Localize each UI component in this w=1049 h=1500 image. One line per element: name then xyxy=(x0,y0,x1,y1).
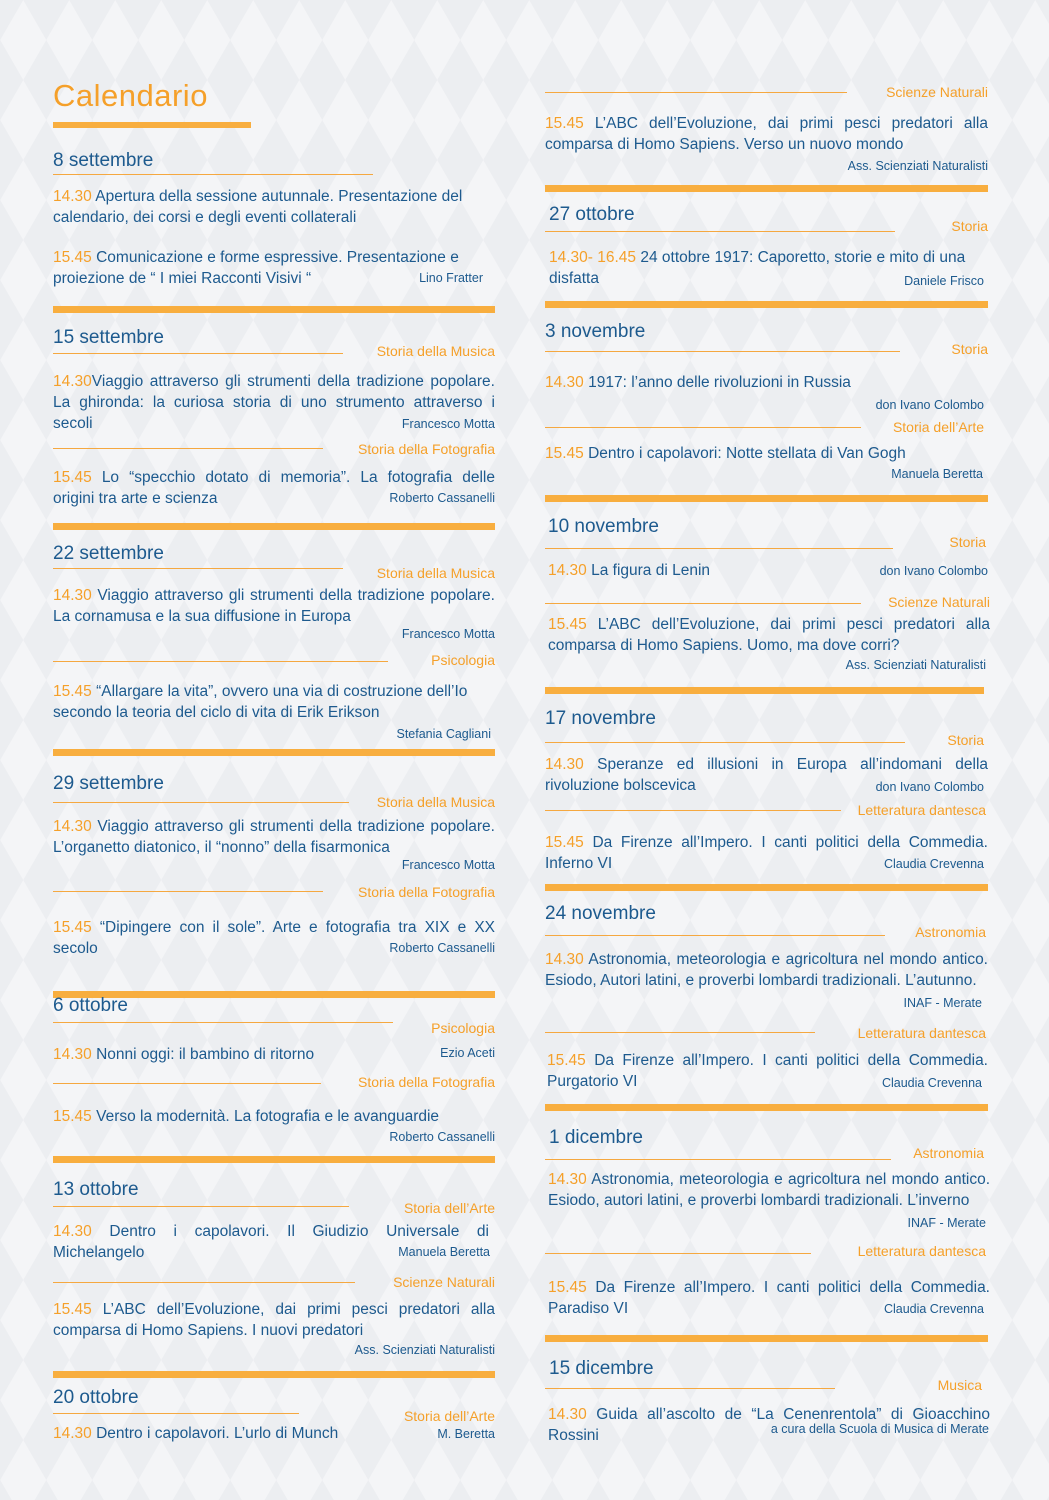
event xyxy=(545,247,988,289)
day-separator xyxy=(53,1371,495,1378)
day-separator xyxy=(545,884,988,891)
day-separator xyxy=(545,1104,988,1111)
day-block xyxy=(545,1358,991,1448)
event xyxy=(545,949,988,1010)
event-speaker: don Ivano Colombo xyxy=(875,398,984,412)
day-block xyxy=(53,1387,495,1457)
event-text: Viaggio attraverso gli strumenti della tradizione popolare. La cornamusa e la sua diffusione in Europa xyxy=(53,587,495,625)
day-separator xyxy=(545,495,988,502)
event xyxy=(53,1423,495,1444)
event-time: 14.30 xyxy=(53,587,92,604)
day-separator xyxy=(53,749,495,756)
date-underline xyxy=(545,1388,835,1389)
title-underline xyxy=(53,122,251,128)
event xyxy=(545,372,988,412)
event-time: 14.30- 16.45 xyxy=(549,249,637,266)
event-text: Da Firenze all’Impero. I canti politici della Commedia. Paradiso VI xyxy=(548,1279,990,1317)
event-category: Scienze Naturali xyxy=(886,84,988,100)
event-speaker: Claudia Crevenna xyxy=(883,1302,984,1316)
event-speaker: Francesco Motta xyxy=(401,627,495,641)
event-divider xyxy=(545,427,861,428)
event-divider xyxy=(53,1282,355,1283)
event-time: 15.45 xyxy=(53,1301,92,1318)
event xyxy=(53,816,495,872)
event xyxy=(53,917,495,959)
event xyxy=(545,560,988,581)
event-speaker: Francesco Motta xyxy=(401,417,495,431)
event-text: Dentro i capolavori. Il Giudizio Universale di Michelangelo xyxy=(53,1223,489,1261)
event-text: “Allargare la vita”, ovvero una via di costruzione dell’Io secondo la teoria del ciclo di vita di Erik Erikson xyxy=(53,683,468,721)
event-speaker: Francesco Motta xyxy=(401,858,495,872)
event-speaker: Roberto Cassanelli xyxy=(389,941,495,955)
event-category: Storia della Musica xyxy=(376,343,495,359)
event-speaker: Daniele Frisco xyxy=(904,274,984,288)
event-divider xyxy=(53,891,323,892)
day-separator xyxy=(53,1156,495,1163)
event-time: 15.45 xyxy=(53,919,92,936)
day-date: 8 settembre xyxy=(53,150,154,171)
event xyxy=(545,1277,988,1319)
day-block xyxy=(53,543,495,758)
event-category: Storia dell’Arte xyxy=(892,419,984,435)
event-category: Storia della Fotografia xyxy=(358,441,495,457)
date-underline xyxy=(53,1413,299,1414)
event-speaker: INAF - Merate xyxy=(907,1216,986,1230)
day-separator xyxy=(545,185,988,192)
event-speaker: Stefania Cagliani xyxy=(396,727,491,741)
event-time: 15.45 xyxy=(53,1108,92,1125)
day-block xyxy=(545,516,988,696)
event-speaker: Ass. Scienziati Naturalisti xyxy=(847,159,988,173)
day-separator xyxy=(53,306,495,313)
event-time: 15.45 xyxy=(547,1052,586,1069)
day-date: 15 dicembre xyxy=(549,1358,654,1379)
event xyxy=(53,1044,495,1065)
event xyxy=(545,614,990,672)
day-block xyxy=(545,204,988,314)
date-underline xyxy=(53,802,349,803)
event-speaker: Manuela Beretta xyxy=(891,467,983,481)
event-text: “Dipingere con il sole”. Arte e fotografia tra XIX e XX secolo xyxy=(53,919,495,957)
event-time: 14.30 xyxy=(545,951,584,968)
event-time: 14.30 xyxy=(53,1223,92,1240)
event-speaker: Claudia Crevenna xyxy=(881,1076,982,1090)
event-divider xyxy=(53,448,323,449)
event-speaker: INAF - Merate xyxy=(903,996,982,1010)
event-divider xyxy=(545,1032,815,1033)
event-time: 15.45 xyxy=(53,469,92,486)
event-text: 1917: l’anno delle rivoluzioni in Russia xyxy=(588,374,851,391)
event-category: Storia della Fotografia xyxy=(358,884,495,900)
event-category: Storia della Fotografia xyxy=(358,1074,495,1090)
event-category: Scienze Naturali xyxy=(888,594,990,610)
date-underline xyxy=(545,351,900,352)
day-date: 22 settembre xyxy=(53,543,164,564)
event-divider xyxy=(545,92,847,93)
event-time: 15.45 xyxy=(545,834,584,851)
event-category: Psicologia xyxy=(431,652,495,668)
event-text: Dentro i capolavori: Notte stellata di Van Gogh xyxy=(588,445,906,462)
date-underline xyxy=(53,174,373,175)
event-text: L’ABC dell’Evoluzione, dai primi pesci predatori alla comparsa di Homo Sapiens. Uomo, ma dove corri? xyxy=(548,616,990,654)
event xyxy=(545,1169,990,1230)
day-separator xyxy=(545,301,988,308)
event-text: La figura di Lenin xyxy=(591,562,711,579)
date-underline xyxy=(53,568,343,569)
event-text: Verso la modernità. La fotografia e le avanguardie xyxy=(96,1108,440,1125)
date-underline xyxy=(545,231,895,232)
event-category: Storia della Musica xyxy=(376,565,495,581)
event-speaker: Ass. Scienziati Naturalisti xyxy=(845,658,986,672)
event-time: 15.45 xyxy=(545,115,584,132)
event-time: 14.30 xyxy=(548,1406,587,1423)
event-category: Scienze Naturali xyxy=(393,1274,495,1290)
event-speaker: don Ivano Colombo xyxy=(875,780,984,794)
event-speaker: Ezio Aceti xyxy=(440,1046,495,1060)
event xyxy=(545,832,988,874)
event-text: Speranze ed illusioni in Europa all’indomani della rivoluzione bolscevica xyxy=(545,756,989,794)
event-category: Storia dell’Arte xyxy=(403,1200,495,1216)
event-time: 14.30 xyxy=(545,374,584,391)
event-time: 15.45 xyxy=(53,249,92,266)
date-underline xyxy=(53,1022,393,1023)
event-text: 24 ottobre 1917: Caporetto, storie e mito di una disfatta xyxy=(549,249,966,287)
day-date: 6 ottobre xyxy=(53,995,128,1016)
event xyxy=(545,1404,991,1446)
day-date: 24 novembre xyxy=(545,903,656,924)
event-text: Dentro i capolavori. L’urlo di Munch xyxy=(96,1425,339,1442)
date-underline xyxy=(545,742,905,743)
event-category: Astronomia xyxy=(913,1145,984,1161)
event-speaker: Roberto Cassanelli xyxy=(389,491,495,505)
event-text: Viaggio attraverso gli strumenti della tradizione popolare. L’organetto diatonico, il “nonno” della fisarmonica xyxy=(53,818,495,856)
day-date: 17 novembre xyxy=(545,708,656,729)
event-category: Storia xyxy=(949,534,986,550)
event-text: Viaggio attraverso gli strumenti della tradizione popolare. La ghironda: la curiosa storia di uno strumento attraverso i secoli xyxy=(53,373,495,432)
event-category: Storia xyxy=(947,732,984,748)
event-time: 15.45 xyxy=(548,1279,587,1296)
day-block xyxy=(53,995,495,1165)
day-date: 15 settembre xyxy=(53,327,164,348)
event-text: L’ABC dell’Evoluzione, dai primi pesci predatori alla comparsa di Homo Sapiens. I nuovi predatori xyxy=(53,1301,495,1339)
day-block xyxy=(545,321,988,506)
event-category: Musica xyxy=(937,1377,982,1393)
event xyxy=(545,1050,988,1092)
event-text: Astronomia, meteorologia e agricoltura nel mondo antico. Esiodo, autori latini, e proverbi lombardi tradizionali. L’inverno xyxy=(548,1171,990,1209)
event-category: Storia della Musica xyxy=(376,794,495,810)
day-block xyxy=(545,708,988,896)
day-block xyxy=(53,773,495,993)
event-text: Guida all’ascolto de “La Cenenrentola” di Gioacchino Rossini xyxy=(548,1406,991,1444)
event-time: 14.30 xyxy=(548,562,587,579)
event-category: Letteratura dantesca xyxy=(857,1025,986,1041)
day-separator xyxy=(53,523,495,530)
event-time: 14.30 xyxy=(53,188,92,205)
event-time: 15.45 xyxy=(53,683,92,700)
event-divider xyxy=(53,661,388,662)
event-speaker: a cura della Scuola di Musica di Merate xyxy=(770,1422,989,1436)
event xyxy=(53,1221,495,1263)
event-category: Storia dell’Arte xyxy=(403,1408,495,1424)
event-divider xyxy=(545,603,861,604)
event-category: Psicologia xyxy=(431,1020,495,1036)
event-speaker: Roberto Cassanelli xyxy=(389,1130,495,1144)
date-underline xyxy=(53,1206,349,1207)
date-underline xyxy=(545,935,885,936)
day-date: 10 novembre xyxy=(548,516,659,537)
day-date: 29 settembre xyxy=(53,773,164,794)
event-text: Da Firenze all’Impero. I canti politici della Commedia. Purgatorio VI xyxy=(547,1052,988,1090)
event-text: L’ABC dell’Evoluzione, dai primi pesci predatori alla comparsa di Homo Sapiens. Verso un nuovo mondo xyxy=(545,115,988,153)
event-category: Storia xyxy=(951,218,988,234)
day-block xyxy=(545,82,988,194)
event-time: 14.30 xyxy=(53,1046,92,1063)
day-block xyxy=(53,327,495,532)
event-time: 14.30 xyxy=(53,1425,92,1442)
day-separator xyxy=(545,1335,988,1342)
day-block xyxy=(53,1179,495,1379)
event xyxy=(53,1299,495,1357)
event-category: Storia xyxy=(951,341,988,357)
event xyxy=(53,371,495,434)
day-block xyxy=(53,150,495,310)
page-title: Calendario xyxy=(53,78,208,113)
event xyxy=(53,585,495,641)
date-underline xyxy=(53,353,343,354)
event-text: Da Firenze all’Impero. I canti politici della Commedia. Inferno VI xyxy=(545,834,988,872)
event-time: 14.30 xyxy=(53,818,92,835)
date-underline xyxy=(545,1159,891,1160)
event-divider xyxy=(53,1083,321,1084)
day-separator xyxy=(545,687,984,694)
event-speaker: Lino Fratter xyxy=(419,271,483,285)
event-divider xyxy=(545,810,841,811)
event-speaker: Ass. Scienziati Naturalisti xyxy=(354,1343,495,1357)
day-block xyxy=(545,1127,988,1347)
day-date: 27 ottobre xyxy=(549,204,635,225)
event-speaker: don Ivano Colombo xyxy=(879,564,988,578)
event-text: Nonni oggi: il bambino di ritorno xyxy=(96,1046,315,1063)
event-text: Apertura della sessione autunnale. Presentazione del calendario, dei corsi e degli eventi collaterali xyxy=(53,188,463,226)
event xyxy=(53,467,495,509)
event xyxy=(53,681,495,741)
event-speaker: Manuela Beretta xyxy=(398,1245,490,1259)
event-time: 15.45 xyxy=(545,445,584,462)
event-time: 15.45 xyxy=(548,616,587,633)
event-text: Lo “specchio dotato di memoria”. La fotografia delle origini tra arte e scienza xyxy=(53,469,495,507)
event xyxy=(545,754,988,796)
event xyxy=(53,186,495,228)
event xyxy=(545,443,988,481)
event-divider xyxy=(545,1253,811,1254)
event-text: Astronomia, meteorologia e agricoltura nel mondo antico. Esiodo, Autori latini, e proverbi lombardi tradizionali. L’autunno. xyxy=(545,951,988,989)
event xyxy=(53,1106,495,1144)
event-time: 14.30 xyxy=(53,373,92,390)
event xyxy=(53,247,495,289)
event-category: Letteratura dantesca xyxy=(857,1243,986,1259)
event-speaker: Claudia Crevenna xyxy=(883,857,984,871)
day-block xyxy=(545,903,988,1113)
event-time: 14.30 xyxy=(545,756,584,773)
day-date: 20 ottobre xyxy=(53,1387,139,1408)
event-speaker: M. Beretta xyxy=(437,1427,495,1441)
event xyxy=(545,113,988,173)
day-date: 13 ottobre xyxy=(53,1179,139,1200)
event-time: 14.30 xyxy=(548,1171,587,1188)
event-category: Astronomia xyxy=(915,924,986,940)
event-text: Comunicazione e forme espressive. Presentazione e proiezione de “ I miei Racconti Visivi “ xyxy=(53,249,459,287)
day-date: 3 novembre xyxy=(545,321,646,342)
event-category: Letteratura dantesca xyxy=(857,802,986,818)
day-date: 1 dicembre xyxy=(549,1127,643,1148)
date-underline xyxy=(545,548,893,549)
